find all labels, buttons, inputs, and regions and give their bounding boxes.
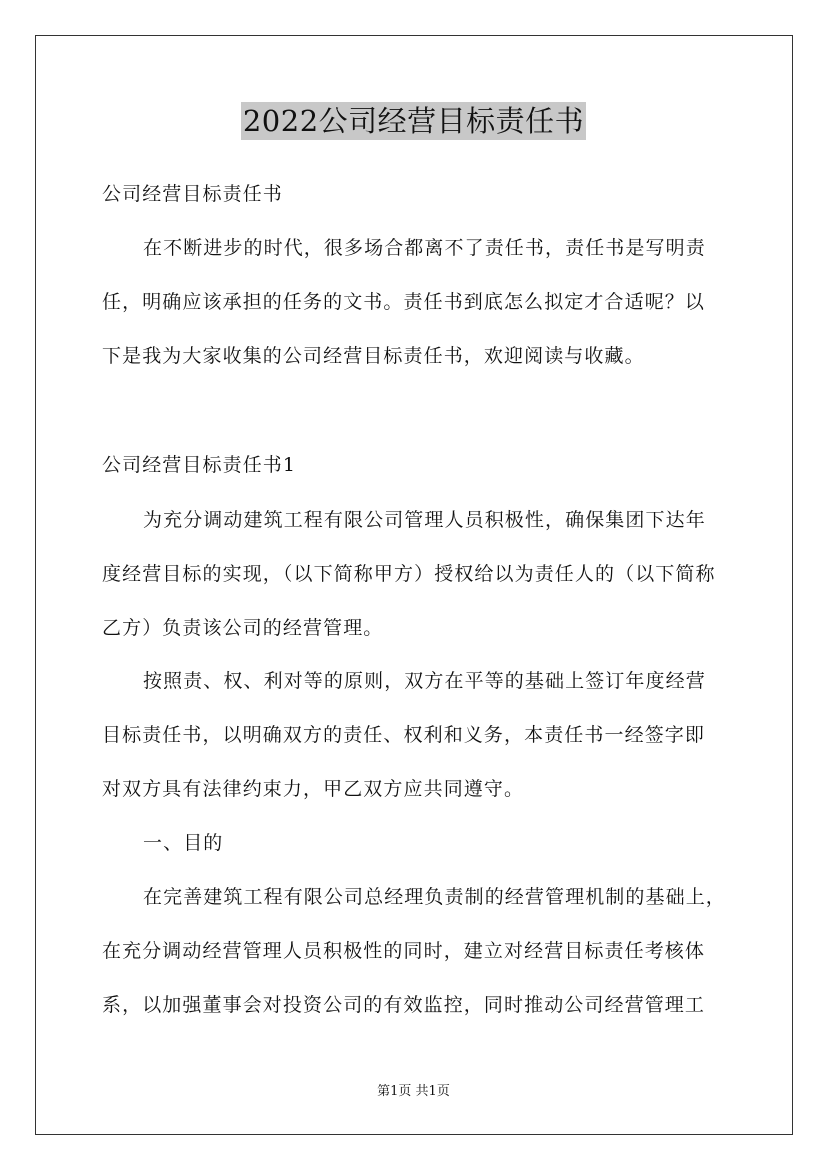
section-heading: 公司经营目标责任书1: [102, 454, 297, 476]
page-footer: 第1页 共1页: [377, 1084, 450, 1099]
paragraph-line: 在不断进步的时代，很多场合都离不了责任书，责任书是写明责: [143, 237, 706, 259]
title-container: [0, 102, 827, 140]
paragraph-line: 在完善建筑工程有限公司总经理负责制的经营管理机制的基础上，: [143, 886, 726, 908]
document-title: 2022公司经营目标责任书: [242, 104, 585, 138]
paragraph-line: 为充分调动建筑工程有限公司管理人员积极性，确保集团下达年: [143, 509, 706, 531]
paragraph-line: 乙方）负责该公司的经营管理。: [102, 617, 384, 639]
subsection-heading: 一、目的: [143, 832, 224, 854]
paragraph-line: 系，以加强董事会对投资公司的有效监控，同时推动公司经营管理工: [102, 994, 706, 1016]
paragraph-line: 下是我为大家收集的公司经营目标责任书，欢迎阅读与收藏。: [102, 345, 645, 367]
paragraph-line: 度经营目标的实现，（以下简称甲方）授权给以为责任人的（以下简称: [102, 563, 716, 585]
paragraph-line: 任，明确应该承担的任务的文书。责任书到底怎么拟定才合适呢？以: [102, 291, 706, 313]
paragraph-line: 对双方具有法律约束力，甲乙双方应共同遵守。: [102, 778, 525, 800]
paragraph-line: 目标责任书，以明确双方的责任、权利和义务，本责任书一经签字即: [102, 724, 706, 746]
paragraph-line: 按照责、权、利对等的原则，双方在平等的基础上签订年度经营: [143, 670, 706, 692]
section-heading: 公司经营目标责任书: [102, 183, 283, 205]
paragraph-line: 在充分调动经营管理人员积极性的同时，建立对经营目标责任考核体: [102, 940, 706, 962]
